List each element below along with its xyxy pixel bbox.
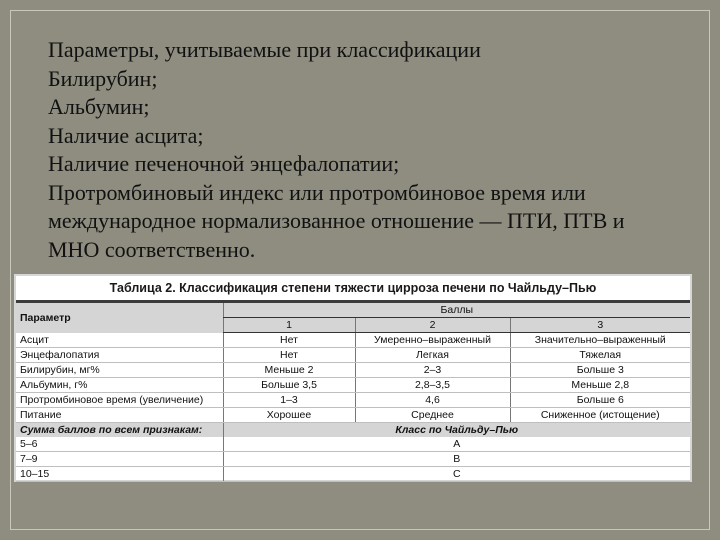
score-1-cell: Больше 3,5 [223,378,355,393]
table-row [16,393,690,408]
score-range-cell: 7–9 [16,452,223,467]
score-2-cell: Среднее [355,408,510,423]
class-cell: B [223,452,690,467]
table-row [16,363,690,378]
score-2-cell: Легкая [355,348,510,363]
score-3-cell: Больше 6 [510,393,690,408]
score-3-cell: Меньше 2,8 [510,378,690,393]
child-pugh-table [14,274,692,482]
class-row [16,467,690,482]
score-1-cell: Нет [223,348,355,363]
text-line: международное нормализованное отношение — ПТИ, ПТВ и [48,208,625,233]
class-cell: C [223,467,690,482]
score-2-cell: 2–3 [355,363,510,378]
table-row [16,348,690,363]
classification-table [16,303,690,482]
param-cell: Альбумин, г% [16,378,223,393]
score-1-cell: Хорошее [223,408,355,423]
param-cell: Энцефалопатия [16,348,223,363]
table-row [16,333,690,348]
score-3-cell: Значительно–выраженный [510,333,690,348]
score-1-cell: Нет [223,333,355,348]
slide-text [48,36,698,264]
text-line: Альбумин; [48,94,150,119]
class-row [16,452,690,467]
text-line: Билирубин; [48,65,158,91]
points-col-3: 3 [510,318,690,333]
class-row [16,437,690,452]
score-3-cell: Тяжелая [510,348,690,363]
table-row [16,408,690,423]
sum-header-row [16,423,690,438]
text-line: МНО соответственно. [48,236,256,262]
class-cell: A [223,437,690,452]
frame-corner-decoration [683,503,710,530]
table-row [16,378,690,393]
param-cell: Питание [16,408,223,423]
param-cell: Билирубин, мг% [16,363,223,378]
text-line: Наличие асцита; [48,122,204,148]
score-range-cell: 5–6 [16,437,223,452]
text-line: Параметры, учитываемые при классификации [48,37,481,62]
points-header: Баллы [223,303,690,318]
score-range-cell: 10–15 [16,467,223,482]
score-1-cell: 1–3 [223,393,355,408]
points-col-2: 2 [355,318,510,333]
score-2-cell: 4,6 [355,393,510,408]
text-line: Протромбиновый индекс или протромбиновое время или [48,179,586,205]
class-header: Класс по Чайльду–Пью [223,423,690,438]
sum-header: Сумма баллов по всем признакам: [16,423,223,438]
table-caption: Таблица 2. Классификация степени тяжести цирроза печени по Чайльду–Пью [16,276,690,303]
param-cell: Асцит [16,333,223,348]
score-3-cell: Больше 3 [510,363,690,378]
param-header: Параметр [16,303,223,333]
score-2-cell: 2,8–3,5 [355,378,510,393]
score-2-cell: Умеренно–выраженный [355,333,510,348]
score-1-cell: Меньше 2 [223,363,355,378]
text-line: Наличие печеночной энцефалопатии; [48,151,400,176]
score-3-cell: Сниженное (истощение) [510,408,690,423]
param-cell: Протромбиновое время (увеличение) [16,393,223,408]
points-col-1: 1 [223,318,355,333]
